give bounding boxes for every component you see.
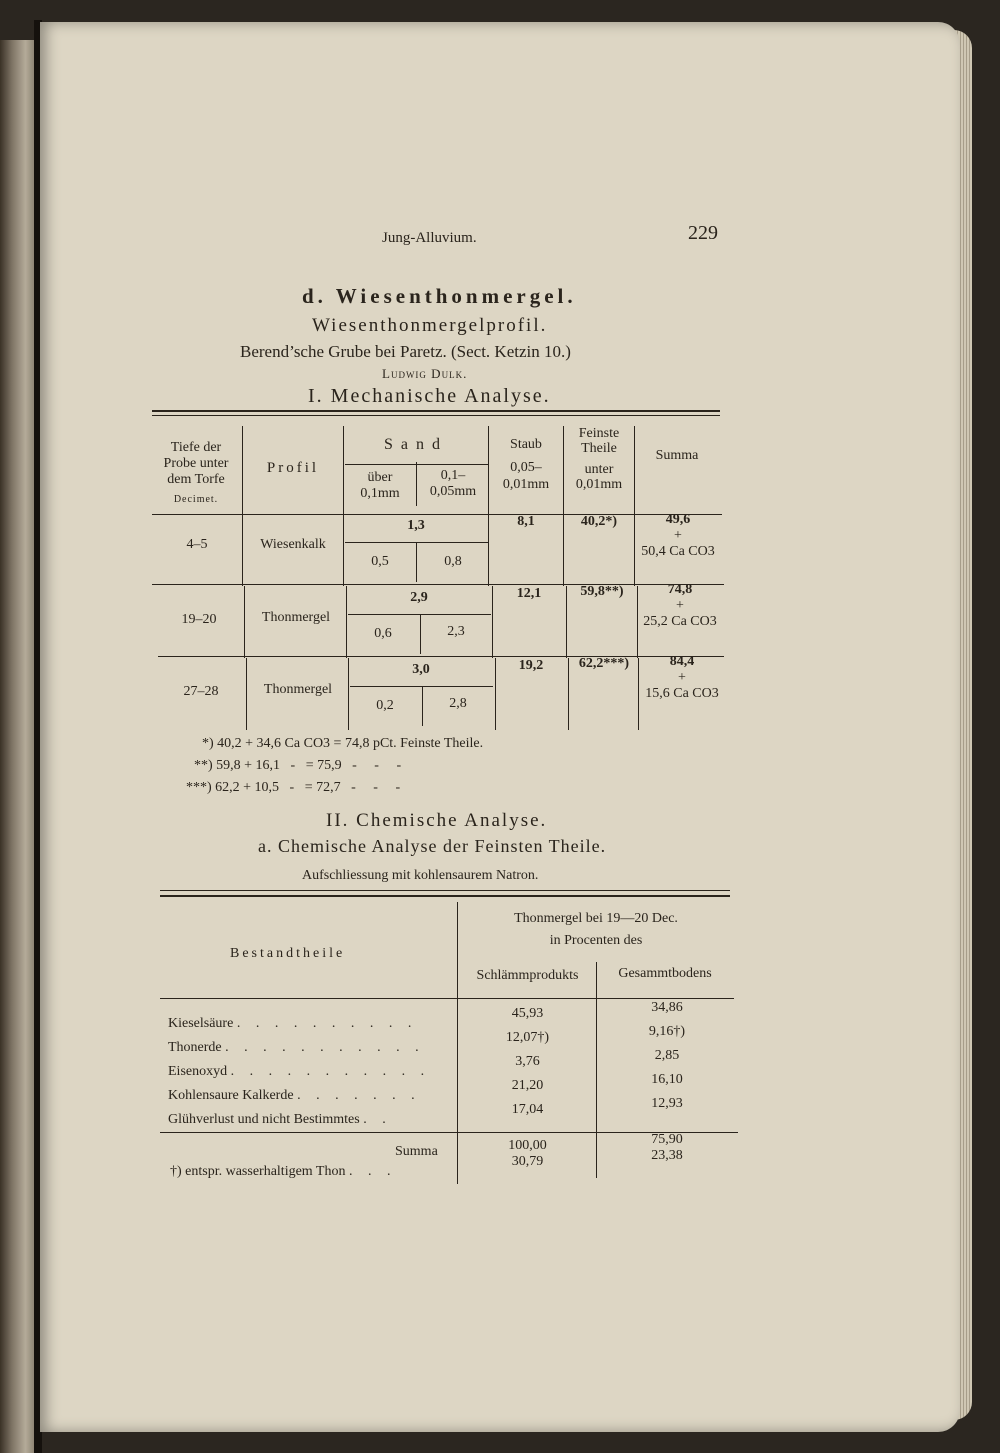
section-title: d. Wiesenthonmergel. bbox=[302, 284, 577, 308]
row2-sand-a: 0,6 bbox=[374, 626, 392, 641]
row3-profil: Thonmergel bbox=[263, 682, 333, 697]
row3-depth: 27–28 bbox=[183, 684, 219, 699]
profile-title: Wiesenthonmergelprofil. bbox=[312, 315, 548, 336]
col-staub-header: Staub 0,05– 0,01mm bbox=[502, 437, 550, 492]
row3-sand-b: 2,8 bbox=[449, 696, 467, 711]
chem-note-label: †) entspr. wasserhaltigem Thon . . . bbox=[170, 1164, 397, 1179]
chem-note-a: 30,79 bbox=[511, 1154, 544, 1169]
chem-row-name: Kieselsäure . . . . . . . . . . bbox=[168, 1016, 418, 1031]
row3-summa: 84,4 + 15,6 Ca CO3 bbox=[645, 654, 719, 701]
row2-sand-b: 2,3 bbox=[447, 624, 465, 639]
chem-row-b: 12,93 bbox=[651, 1096, 683, 1111]
chem-heading: II. Chemische Analyse. bbox=[326, 810, 548, 831]
chem-col-left-header: Bestandtheile bbox=[230, 946, 346, 961]
row2-depth: 19–20 bbox=[181, 612, 217, 627]
col-sand-header: Sand bbox=[384, 436, 448, 453]
chem-row-b: 2,85 bbox=[654, 1048, 680, 1063]
row3-sand-a: 0,2 bbox=[376, 698, 394, 713]
row2-profil: Thonmergel bbox=[261, 610, 331, 625]
row2-summa: 74,8 + 25,2 Ca CO3 bbox=[643, 582, 717, 629]
chem-row-a: 45,93 bbox=[511, 1006, 544, 1021]
author: Ludwig Dulk. bbox=[382, 366, 468, 381]
col-summa-header: Summa bbox=[655, 448, 699, 463]
chem-row-name: Eisenoxyd . . . . . . . . . . . bbox=[168, 1064, 431, 1079]
chem-row-a: 3,76 bbox=[515, 1054, 540, 1069]
chem-summa-a: 100,00 bbox=[508, 1138, 547, 1153]
row2-feinste: 59,8**) bbox=[580, 584, 624, 599]
chem-summa-b: 75,90 bbox=[651, 1132, 683, 1147]
page-number: 229 bbox=[688, 222, 718, 244]
location-line: Berend’sche Grube bei Paretz. (Sect. Ketzin 10.) bbox=[240, 342, 571, 361]
chem-col-b-header: Gesammtbodens bbox=[618, 966, 712, 981]
mech-heading: I. Mechanische Analyse. bbox=[308, 385, 551, 407]
chem-row-b: 16,10 bbox=[651, 1072, 683, 1087]
footnote-2: **) 59,8 + 16,1 - = 75,9 - - - bbox=[194, 758, 402, 773]
running-title: Jung-Alluvium. bbox=[382, 230, 477, 246]
chem-method: Aufschliessung mit kohlensaurem Natron. bbox=[302, 868, 539, 883]
row1-sand-b: 0,8 bbox=[444, 554, 462, 569]
footnote-3: ***) 62,2 + 10,5 - = 72,7 - - - bbox=[186, 780, 401, 795]
chem-col-group-header: Thonmergel bei 19—20 Dec. in Procenten des bbox=[514, 911, 678, 948]
chem-row-a: 21,20 bbox=[511, 1078, 544, 1093]
row2-sand-total: 2,9 bbox=[410, 590, 428, 605]
chem-row-name: Glühverlust und nicht Bestimmtes . . bbox=[168, 1112, 392, 1127]
chem-col-a-header: Schlämmprodukts bbox=[476, 968, 579, 983]
row1-sand-total: 1,3 bbox=[407, 518, 425, 533]
chem-summa-label: Summa bbox=[395, 1144, 438, 1159]
row1-staub: 8,1 bbox=[517, 514, 535, 529]
chem-row-a: 12,07†) bbox=[505, 1030, 550, 1045]
row3-staub: 19,2 bbox=[518, 658, 544, 673]
row1-sand-a: 0,5 bbox=[371, 554, 389, 569]
col-sand-over-header: über 0,1mm bbox=[360, 470, 400, 501]
chem-row-name: Kohlensaure Kalkerde . . . . . . . bbox=[168, 1088, 421, 1103]
row1-summa: 49,6 + 50,4 Ca CO3 bbox=[641, 512, 715, 559]
col-feinste-header: Feinste Theile unter 0,01mm bbox=[575, 426, 623, 492]
row3-sand-total: 3,0 bbox=[412, 662, 430, 677]
footnote-1: *) 40,2 + 34,6 Ca CO3 = 74,8 pCt. Feinste Theile. bbox=[202, 736, 484, 751]
chem-row-b: 34,86 bbox=[651, 1000, 683, 1015]
row1-feinste: 40,2*) bbox=[580, 514, 618, 529]
row3-feinste: 62,2***) bbox=[578, 656, 630, 671]
left-page-edge bbox=[0, 40, 36, 1453]
row1-profil: Wiesenkalk bbox=[260, 537, 326, 552]
chem-row-a: 17,04 bbox=[511, 1102, 544, 1117]
chem-subheading: a. Chemische Analyse der Feinsten Theile. bbox=[258, 836, 607, 856]
chem-row-name: Thonerde . . . . . . . . . . . bbox=[168, 1040, 425, 1055]
chem-note-b: 23,38 bbox=[651, 1148, 683, 1163]
book-page bbox=[40, 22, 960, 1432]
chem-row-b: 9,16†) bbox=[648, 1024, 686, 1039]
col-profil-header: Profil bbox=[266, 460, 320, 476]
row2-staub: 12,1 bbox=[516, 586, 542, 601]
col-sand-mid-header: 0,1– 0,05mm bbox=[429, 468, 477, 499]
row1-depth: 4–5 bbox=[186, 537, 208, 552]
col-depth-header: Tiefe der Probe unter dem Torfe Decimet. bbox=[163, 440, 229, 505]
